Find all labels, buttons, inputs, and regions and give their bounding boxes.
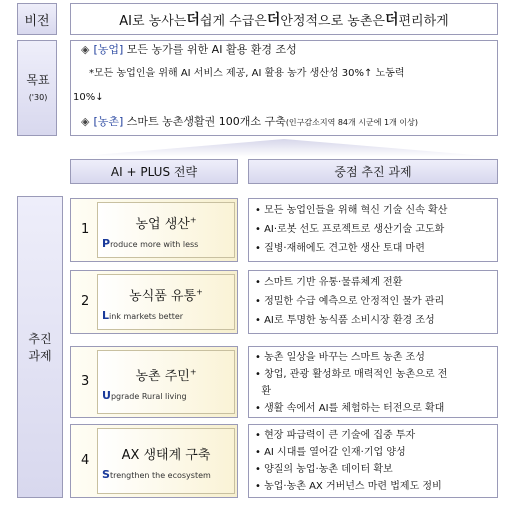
- goal-note-rural: (인구감소지역 84개 시군에 1개 이상): [285, 118, 418, 127]
- task-item: [255, 311, 497, 330]
- strategy-english: [102, 237, 198, 250]
- vision-statement: [70, 3, 498, 35]
- task-text: 모든 농업인들을 위해 혁신 기술 신속 확산: [264, 205, 448, 216]
- task-item: [255, 273, 497, 292]
- bullet-icon: •: [255, 296, 265, 307]
- strategy-name: [98, 444, 234, 463]
- goal-label-text: 목표: [26, 73, 50, 87]
- vision-mid-2: 안정적으로 농촌은: [280, 13, 385, 29]
- bullet-icon: •: [255, 403, 265, 414]
- strategy-english: [102, 389, 187, 402]
- strategy-name-text: AX 생태계 구축: [121, 448, 211, 463]
- bullet-icon: •: [255, 369, 265, 380]
- goal-label: [17, 40, 57, 136]
- side-label-line2: 과제: [28, 349, 52, 363]
- vision-label-text: 비전: [24, 13, 50, 29]
- vision-emph-3: 더: [384, 12, 399, 28]
- strategy-number: 4: [81, 453, 90, 468]
- task-text: 양질의 농업·농촌 데이터 확보: [264, 464, 393, 475]
- strategy-block: [70, 346, 238, 418]
- strategy-name: [98, 285, 234, 304]
- bullet-icon: •: [255, 430, 265, 441]
- task-item: [255, 239, 497, 258]
- task-text: 스마트 기반 유통·물류체계 전환: [264, 277, 403, 288]
- tasks-header: [248, 159, 498, 184]
- strategy-initial: L: [102, 309, 110, 322]
- triangle-arrow-icon: [70, 137, 498, 159]
- bullet-icon: •: [255, 315, 265, 326]
- task-text: AI·로봇 선도 프로젝트로 생산기술 고도화: [264, 224, 445, 235]
- strategy-card: [97, 202, 235, 258]
- task-item: [255, 366, 497, 383]
- side-label-box: [17, 196, 63, 498]
- strategy-plus-mark: +: [196, 287, 203, 297]
- task-text: 창업, 관광 활성화로 매력적인 농촌으로 전: [264, 369, 448, 380]
- bullet-icon: •: [255, 481, 265, 492]
- vision-emph-2: 더: [266, 12, 281, 28]
- task-item: [255, 478, 497, 495]
- task-list: [248, 424, 498, 498]
- strategy-initial: U: [102, 389, 111, 402]
- task-item: [255, 444, 497, 461]
- strategy-number: 2: [81, 294, 90, 309]
- strategy-english-text: ink markets better: [109, 312, 184, 321]
- strategy-english-text: trengthen the ecosystem: [109, 471, 211, 480]
- bullet-icon: •: [255, 243, 265, 254]
- strategy-name: [98, 213, 234, 232]
- strategy-card: [97, 350, 235, 414]
- vision-emph-1: 더: [186, 12, 200, 28]
- diamond-bullet-icon: ◈: [81, 43, 90, 56]
- goal-text-rural: 스마트 농촌생활권 100개소 구축: [123, 115, 286, 128]
- task-item: [255, 201, 497, 220]
- task-text: 정밀한 수급 예측으로 안정적인 물가 관리: [264, 296, 445, 307]
- strategy-block: [70, 424, 238, 498]
- strategy-header: [70, 159, 238, 184]
- strategy-block: [70, 198, 238, 262]
- goal-text-agri: 모든 농가를 위한 AI 활용 환경 조성: [123, 43, 297, 56]
- goal-sublabel: ('30): [28, 93, 48, 102]
- goal-detail-2: 10%↓: [73, 92, 104, 103]
- bullet-icon: •: [255, 277, 265, 288]
- goal-detail-1: *모든 농업인을 위해 AI 서비스 제공, AI 활용 농가 생산성 30%↑ 노동력: [89, 68, 405, 79]
- strategy-english: [102, 309, 183, 322]
- task-item: [255, 349, 497, 366]
- strategy-english-text: pgrade Rural living: [110, 392, 187, 401]
- task-item: [255, 461, 497, 478]
- task-item: [255, 427, 497, 444]
- strategy-name: [98, 365, 234, 384]
- strategy-card: [97, 428, 235, 494]
- goal-tag-agri: [농업]: [93, 43, 124, 56]
- task-item: [255, 383, 497, 400]
- task-item: [255, 220, 497, 239]
- bullet-icon: •: [255, 447, 265, 458]
- strategy-name-text: 농식품 유통: [129, 289, 197, 304]
- vision-label: [17, 3, 57, 35]
- vision-mid-3: 편리하게: [398, 13, 449, 29]
- strategy-english: [102, 468, 211, 481]
- task-text: 환: [261, 386, 272, 397]
- bullet-icon: •: [255, 464, 265, 475]
- diamond-bullet-icon: ◈: [81, 115, 90, 128]
- strategy-number: 1: [81, 222, 90, 237]
- task-text: 현장 파급력이 큰 기술에 집중 투자: [264, 430, 416, 441]
- vision-mid-1: 쉽게 수급은: [199, 13, 267, 29]
- strategy-plus-mark: +: [189, 215, 197, 225]
- vision-pre: AI로 농사는: [119, 13, 187, 29]
- task-item: [255, 292, 497, 311]
- strategy-card: [97, 274, 235, 330]
- goal-content: [70, 40, 498, 136]
- goal-line-rural: [81, 110, 418, 135]
- task-text: 질병·재해에도 견고한 생산 토대 마련: [264, 243, 425, 254]
- strategy-initial: S: [102, 468, 110, 481]
- strategy-name-text: 농촌 주민: [135, 369, 190, 384]
- strategy-english-text: roduce more with less: [110, 240, 199, 249]
- bullet-icon: •: [255, 224, 265, 235]
- strategy-block: [70, 270, 238, 334]
- task-text: AI 시대를 열어갈 인재·기업 양성: [264, 447, 406, 458]
- task-list: [248, 346, 498, 418]
- strategy-number: 3: [81, 374, 90, 389]
- strategy-plus-mark: +: [189, 367, 197, 377]
- task-text: 농업·농촌 AX 거버넌스 마련 법제도 정비: [264, 481, 442, 492]
- tasks-header-text: 중점 추진 과제: [334, 165, 412, 179]
- task-text: 농촌 일상을 바꾸는 스마트 농촌 조성: [264, 352, 425, 363]
- task-text: 생활 속에서 AI를 체험하는 터전으로 확대: [264, 403, 445, 414]
- task-list: [248, 270, 498, 334]
- bullet-icon: •: [255, 205, 265, 216]
- task-item: [255, 400, 497, 417]
- goal-line-agri: [81, 38, 297, 62]
- bullet-icon: •: [255, 352, 265, 363]
- goal-tag-rural: [농촌]: [93, 115, 124, 128]
- task-text: AI로 투명한 농식품 소비시장 환경 조성: [264, 315, 435, 326]
- strategy-initial: P: [102, 237, 111, 250]
- strategy-name-text: 농업 생산: [135, 217, 190, 232]
- task-list: [248, 198, 498, 262]
- side-label-line1: 추진: [28, 332, 52, 346]
- strategy-header-text: AI + PLUS 전략: [110, 165, 198, 179]
